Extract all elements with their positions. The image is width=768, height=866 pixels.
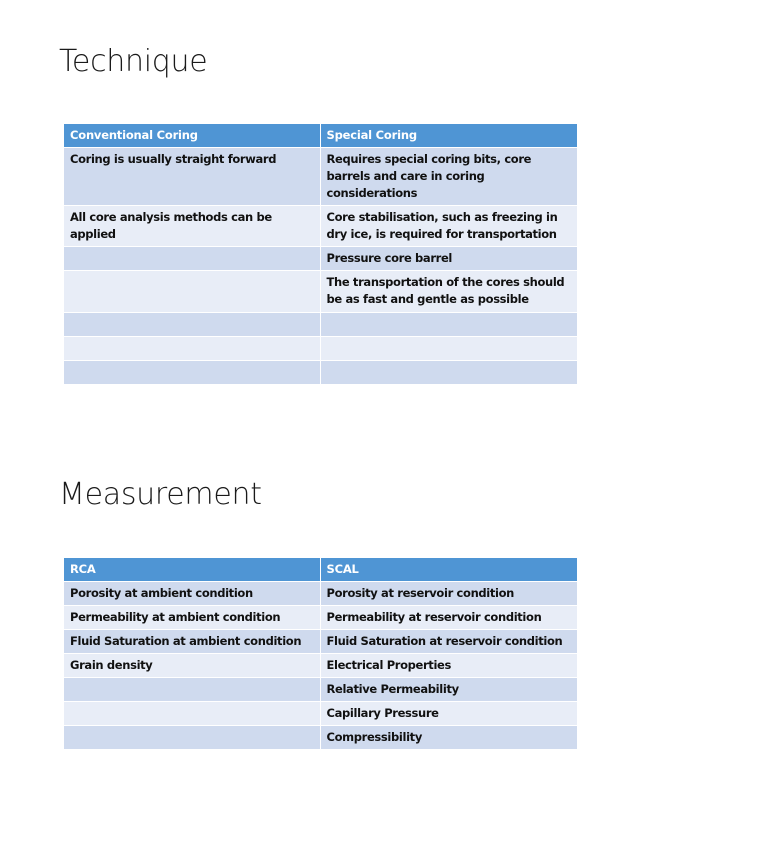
table-cell <box>320 313 577 337</box>
table-header-row <box>64 124 577 148</box>
table-row <box>64 206 577 247</box>
table-cell <box>64 702 320 726</box>
table-cell: Fluid Saturation at ambient condition <box>64 630 320 654</box>
table-cell: Requires special coring bits, core barrels and care in coring considerations <box>320 148 577 206</box>
column-header-conventional-coring: Conventional Coring <box>64 124 320 148</box>
table-row <box>64 702 577 726</box>
table-cell <box>64 271 320 313</box>
table-cell <box>320 337 577 361</box>
table-header-row <box>64 558 577 582</box>
table-row <box>64 271 577 313</box>
table-row <box>64 247 577 271</box>
table-cell <box>64 726 320 750</box>
table-cell <box>64 361 320 385</box>
table-cell <box>64 247 320 271</box>
table-row <box>64 337 577 361</box>
table-cell: Grain density <box>64 654 320 678</box>
table-cell: Pressure core barrel <box>320 247 577 271</box>
table-cell: Fluid Saturation at reservoir condition <box>320 630 577 654</box>
table-cell <box>320 361 577 385</box>
technique-table <box>64 124 577 385</box>
table-cell: Relative Permeability <box>320 678 577 702</box>
table-cell: Capillary Pressure <box>320 702 577 726</box>
table-row <box>64 678 577 702</box>
table-row <box>64 582 577 606</box>
table-cell: Porosity at ambient condition <box>64 582 320 606</box>
table-cell <box>64 678 320 702</box>
table-cell: All core analysis methods can be applied <box>64 206 320 247</box>
table-cell <box>64 337 320 361</box>
table-cell <box>64 313 320 337</box>
table-row <box>64 726 577 750</box>
table-row <box>64 148 577 206</box>
table-cell: The transportation of the cores should be as fast and gentle as possible <box>320 271 577 313</box>
column-header-special-coring: Special Coring <box>320 124 577 148</box>
table-cell: Coring is usually straight forward <box>64 148 320 206</box>
table-cell: Core stabilisation, such as freezing in dry ice, is required for transportation <box>320 206 577 247</box>
table-row <box>64 313 577 337</box>
technique-title: Technique <box>59 44 208 79</box>
column-header-rca: RCA <box>64 558 320 582</box>
table-row <box>64 630 577 654</box>
table-cell: Compressibility <box>320 726 577 750</box>
table-row <box>64 361 577 385</box>
table-cell: Electrical Properties <box>320 654 577 678</box>
measurement-title: Measurement <box>59 477 262 512</box>
table-cell: Permeability at reservoir condition <box>320 606 577 630</box>
table-row <box>64 654 577 678</box>
measurement-table <box>64 558 577 750</box>
column-header-scal: SCAL <box>320 558 577 582</box>
table-cell: Permeability at ambient condition <box>64 606 320 630</box>
table-cell: Porosity at reservoir condition <box>320 582 577 606</box>
table-row <box>64 606 577 630</box>
